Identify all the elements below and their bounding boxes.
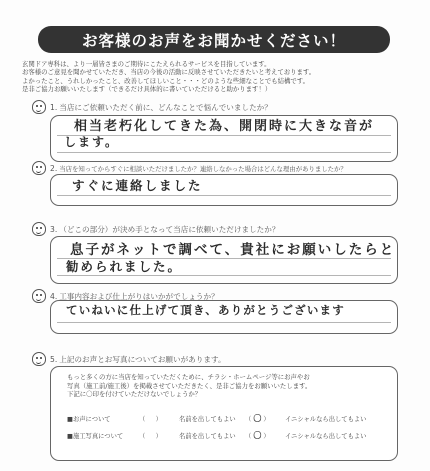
intro-line: お客様のご意見を聞かせていただき、当店の今後の活動に反映させていただきたいと考えております。	[22, 68, 316, 77]
circle-mark: 〇	[253, 431, 262, 440]
question-text: 当店を知ってからすぐに相談いただけましたか？連絡しなかった場合はどんな理由がありましたか？	[59, 164, 347, 173]
row-label: ■施工写真について	[67, 433, 124, 440]
rule-line	[57, 275, 391, 276]
rule-line	[57, 152, 391, 153]
rule-line	[57, 322, 391, 323]
question-number: 5.	[50, 354, 58, 364]
face-icon	[32, 161, 46, 175]
consent-box	[50, 366, 398, 461]
handwritten-answer: 勧められました。	[66, 259, 183, 274]
option-label: イニシャルなら出してもよい	[285, 416, 367, 423]
question-2-heading	[50, 161, 347, 175]
handwritten-answer: ていねいに仕上げて頂き、ありがとうございます	[66, 303, 345, 317]
page-title: お客様のお声をお聞かせください！	[38, 26, 390, 53]
intro-line: よかったこと、うれしかったこと、改善してほしいこと・・・どのような些細なことでも結構です。	[22, 76, 310, 85]
question-text: 当店にご依頼いただく前に、どんなことで悩んでいましたか？	[59, 102, 272, 112]
checkbox-name-option[interactable]: （ ）	[139, 433, 162, 440]
circle-mark: 〇	[253, 414, 262, 423]
consent-line: もっと多くの方に当店を知っていただくために、チラシ・ホームページ等にお声やお	[67, 373, 310, 381]
intro-line: 玄関ドア専科は、より一層皆さまのご期待にこたえられるサービスを目指しています。	[22, 60, 271, 68]
question-number: 3.	[50, 224, 58, 234]
intro-line: 是非ご協力お願いいたします（できるだけ具体的に書いていただけると助かります！）	[22, 85, 272, 94]
consent-text	[67, 373, 397, 399]
handwritten-answer: 相当老朽化してきた為、開閉時に大きな音が	[74, 119, 375, 134]
face-icon	[32, 222, 46, 236]
option-label: イニシャルなら出してもよい	[285, 433, 367, 440]
question-number: 2.	[50, 163, 58, 173]
question-1-heading	[50, 100, 272, 114]
question-3-heading	[50, 222, 279, 236]
checkbox-initial-option[interactable]: （ 〇 ）	[245, 431, 270, 440]
consent-row-photo	[67, 430, 365, 441]
consent-line: 写真（施工前/施工後）を掲載させていただきたく、是非ご協力をお願いいたします。	[67, 381, 312, 390]
face-icon	[32, 100, 46, 114]
rule-line	[57, 195, 391, 196]
handwritten-answer: 息子がネットで調べて、貴社にお願いしたらと	[70, 242, 396, 258]
checkbox-initial-option[interactable]: （ 〇 ）	[245, 414, 270, 423]
option-label: 名前を出してもよい	[179, 433, 236, 440]
question-text: （どこの部分）が決め手となって当店に依頼いただけましたか？	[59, 224, 280, 234]
intro-text	[22, 60, 417, 94]
option-label: 名前を出してもよい	[179, 416, 236, 423]
handwritten-answer: します。	[64, 135, 120, 149]
handwritten-answer: すぐに連絡しました	[72, 178, 203, 193]
consent-line: 下記に〇印を付けていただけないでしょうか？	[67, 390, 202, 399]
question-text: 上記のお声とお写真についてお願いがあります。	[59, 354, 226, 364]
row-label: ■お声について	[67, 416, 111, 423]
question-number: 1.	[50, 102, 58, 112]
checkbox-name-option[interactable]: （ ）	[139, 416, 162, 423]
face-icon	[32, 289, 46, 303]
question-text: 工事内容および仕上がりはいかがでしょうか？	[59, 291, 219, 301]
question-number: 4.	[50, 291, 58, 301]
consent-row-voice	[67, 413, 365, 424]
question-5-heading	[50, 352, 226, 366]
face-icon	[32, 352, 46, 366]
